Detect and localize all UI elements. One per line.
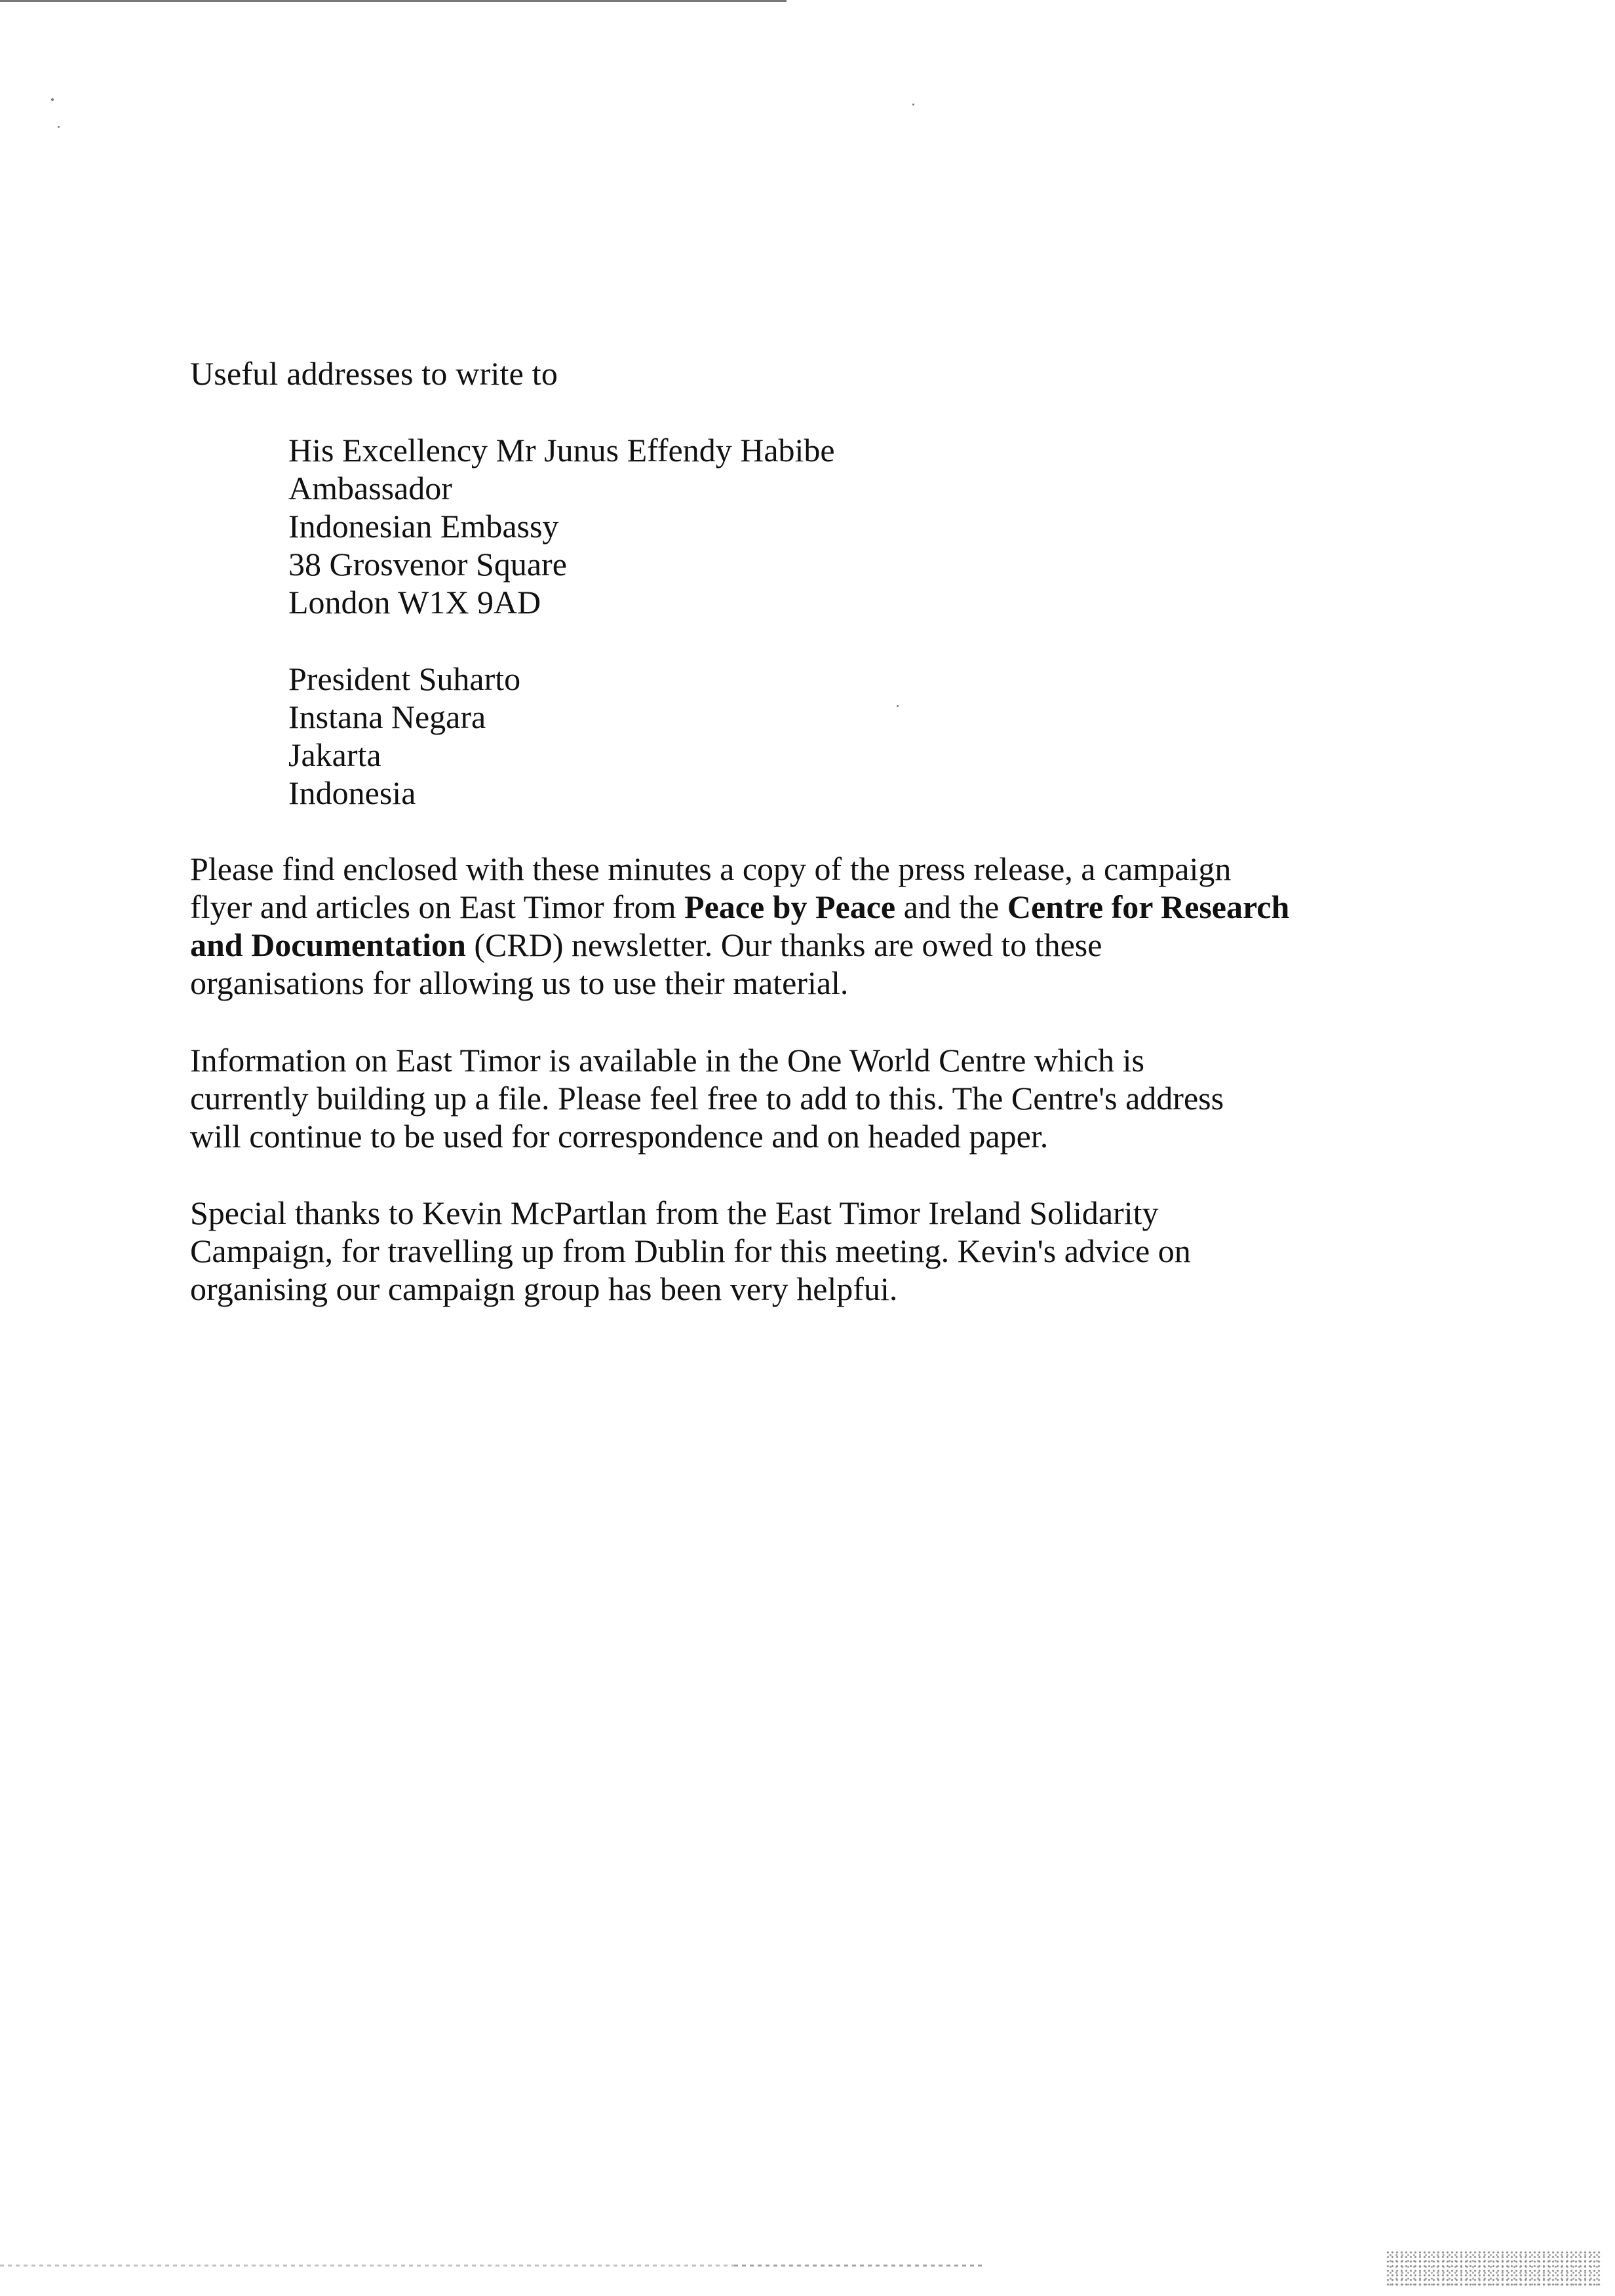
scan-speck [51, 98, 54, 101]
address-line: Indonesian Embassy [288, 508, 559, 545]
scan-speck [897, 705, 899, 707]
address-block-president [288, 660, 520, 812]
paragraph-line: Information on East Timor is available in the One World Centre which is [190, 1042, 1144, 1079]
paragraph-line: organising our campaign group has been very helpfui. [190, 1271, 898, 1307]
paragraph-text: (CRD) newsletter. Our thanks are owed to these [465, 927, 1102, 963]
paragraph-line: currently building up a file. Please feel free to add to this. The Centre's address [190, 1080, 1224, 1117]
paragraph-text: and the [895, 889, 1007, 925]
paragraph-line [190, 888, 1409, 926]
addresses-heading: Useful addresses to write to [190, 355, 558, 392]
enclosed-materials-paragraph [190, 850, 1409, 1002]
paragraph-line: organisations for allowing us to use their material. [190, 965, 849, 1001]
paragraph-line [190, 926, 1409, 964]
organisation-name: Centre for Research [1007, 889, 1290, 925]
paragraph-line: Special thanks to Kevin McPartlan from the East Timor Ireland Solidarity [190, 1195, 1159, 1231]
organisation-name: Peace by Peace [684, 889, 896, 925]
scan-noise-line [734, 2265, 983, 2267]
scan-noise-corner [1386, 2250, 1602, 2286]
information-paragraph [190, 1041, 1409, 1155]
paragraph-line: Campaign, for travelling up from Dublin for this meeting. Kevin's advice on [190, 1233, 1191, 1269]
special-thanks-paragraph [190, 1194, 1409, 1308]
address-line: President Suharto [288, 660, 521, 697]
address-line: 38 Grosvenor Square [288, 546, 567, 583]
scan-speck [912, 104, 914, 105]
address-block-ambassador [288, 431, 835, 621]
address-line: His Excellency Mr Junus Effendy Habibe [288, 432, 835, 469]
top-scan-rule [0, 0, 787, 2]
paragraph-line: will continue to be used for correspondence and on headed paper. [190, 1118, 1049, 1155]
address-line: Indonesia [288, 775, 416, 811]
address-line: Jakarta [288, 737, 381, 773]
paragraph-line: Please find enclosed with these minutes a copy of the press release, a campaign [190, 851, 1232, 887]
scan-speck [58, 126, 60, 128]
organisation-name: and Documentation [190, 927, 466, 963]
scan-noise-line [0, 2265, 734, 2267]
address-line: Instana Negara [288, 698, 486, 735]
address-line: London W1X 9AD [288, 584, 541, 621]
paragraph-text: flyer and articles on East Timor from [190, 889, 685, 925]
address-line: Ambassador [288, 470, 452, 507]
